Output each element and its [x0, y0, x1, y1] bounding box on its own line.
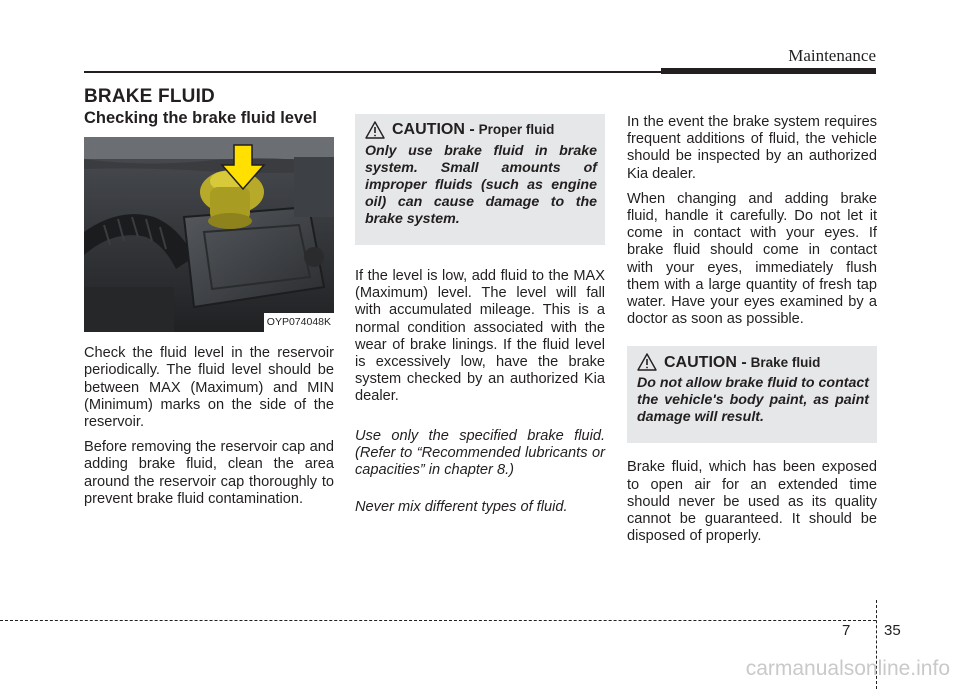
caution-body: Only use brake fluid in brake system. Small amounts of improper fluids (such as engine oil) can cause damage to the brake system.	[365, 143, 597, 227]
watermark: carmanualsonline.info	[745, 657, 950, 680]
caution-subject: Proper fluid	[478, 122, 555, 138]
page-number: 35	[884, 622, 901, 639]
caution-label: CAUTION -	[392, 121, 475, 139]
paragraph: Before removing the reservoir cap and adding brake fluid, clean the area around the reservoir cap thoroughly to prevent brake fluid contamination.	[84, 439, 334, 507]
caution-title	[365, 121, 597, 139]
caution-subject: Brake fluid	[750, 354, 821, 370]
warning-triangle-icon	[365, 121, 385, 139]
photo-code: OYP074048K	[264, 313, 334, 332]
note-specified-fluid: Use only the specified brake fluid. (Refer to “Recommended lubricants or capacities” in chapter 8.)	[355, 427, 605, 479]
paragraph: If the level is low, add fluid to the MAX (Maximum) level. The level will fall with accumulated mileage. This is a normal condition associated with the wear of brake linings. If the fluid level is excessively low, have the brake system checked by an authorized Kia dealer.	[355, 268, 605, 405]
paragraph: Brake fluid, which has been exposed to open air for an extended time should never be used as its quality cannot be guaranteed. It should be disposed of properly.	[627, 459, 877, 545]
chapter-number: 7	[842, 622, 851, 639]
paragraph: When changing and adding brake fluid, handle it carefully. Do not let it come in contact with your eyes. If brake fluid should come in contact with your eyes, immediately flush them with a large quantity of fresh tap water. Have your eyes examined by a doctor as soon as possible.	[627, 190, 877, 328]
section-title: BRAKE FLUID	[84, 86, 215, 107]
engine-bay-photo	[84, 137, 334, 332]
caution-body: Do not allow brake fluid to contact the vehicle's body paint, as paint damage will result.	[637, 375, 869, 426]
column-3	[627, 114, 877, 553]
caution-box-proper-fluid	[355, 114, 605, 245]
caution-box-brake-fluid	[627, 346, 877, 443]
engine-bay-illustration	[84, 137, 334, 332]
paragraph: Check the fluid level in the reservoir periodically. The fluid level should be between MAX (Maximum) and MIN (Minimum) marks on the side of the reservoir.	[84, 345, 334, 431]
header-rule-accent	[661, 68, 876, 74]
caution-label: CAUTION -	[664, 353, 747, 371]
footer-rule	[0, 620, 876, 621]
note-mixing: Never mix different types of fluid.	[355, 499, 568, 516]
warning-triangle-icon	[637, 353, 657, 371]
column-2	[355, 114, 605, 524]
paragraph: In the event the brake system requires frequent additions of fluid, the vehicle should be inspected by an authorized Kia dealer.	[627, 114, 877, 182]
caution-title	[637, 353, 869, 371]
running-header: Maintenance	[788, 46, 876, 65]
subheading: Checking the brake fluid level	[84, 109, 317, 127]
column-1	[84, 110, 334, 516]
